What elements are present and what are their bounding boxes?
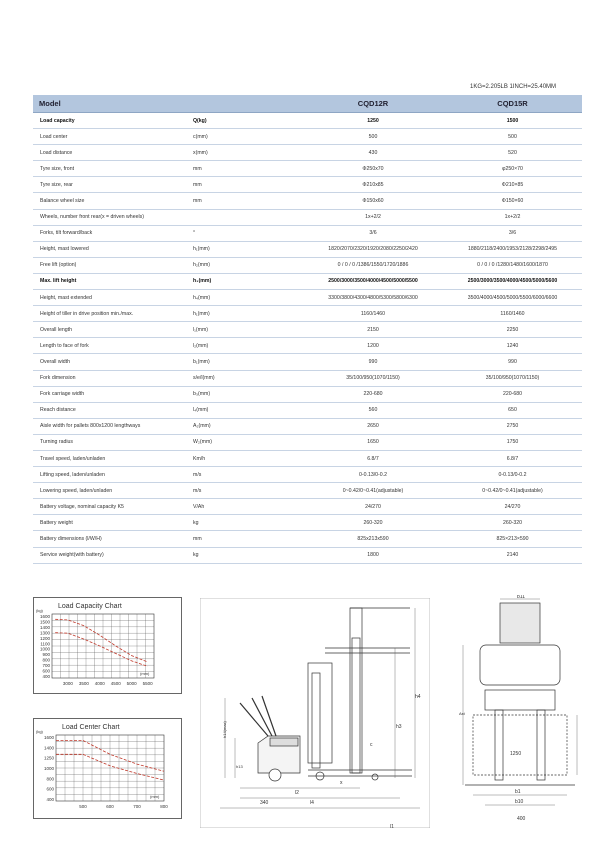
table-row	[33, 273, 582, 289]
row-unit: m/s	[193, 483, 303, 499]
row-value-cqd15r: 1500	[443, 113, 582, 129]
row-value-cqd12r: 990	[303, 354, 443, 370]
row-value-cqd12r: 560	[303, 402, 443, 418]
y-axis-unit: (kg)	[36, 729, 43, 734]
row-value-cqd12r: 1820/2070/2320/1920/2080/2250/2420	[303, 241, 443, 257]
table-row	[33, 531, 582, 547]
row-value-cqd12r: 3/6	[303, 225, 443, 241]
y-tick-label: 900	[42, 652, 50, 658]
row-label: Battery weight	[33, 515, 193, 531]
table-row	[33, 354, 582, 370]
top-label-ast: Ast	[459, 711, 465, 716]
y-tick-label: 700	[42, 663, 50, 669]
row-value-cqd12r: 35/100/950(1070/1150)	[303, 370, 443, 386]
table-row	[33, 515, 582, 531]
row-label: Height, mast lowered	[33, 241, 193, 257]
x-tick-label: 800	[160, 804, 168, 809]
table-row	[33, 257, 582, 273]
row-label: Length to face of fork	[33, 338, 193, 354]
y-tick-label: 400	[46, 797, 54, 802]
x-tick-label: 5000	[126, 681, 137, 686]
row-label: Lowering speed, laden/unladen	[33, 483, 193, 499]
x-tick-label: 600	[106, 804, 114, 809]
row-value-cqd12r: 220-680	[303, 386, 443, 402]
y-tick-label: 1600	[39, 614, 50, 619]
side-label-l2: l2	[295, 790, 299, 796]
table-row	[33, 483, 582, 499]
header-unit	[193, 95, 303, 113]
table-row	[33, 193, 582, 209]
row-unit: h₃(mm)	[193, 273, 303, 289]
row-label: Load center	[33, 129, 193, 145]
table-row	[33, 177, 582, 193]
row-unit: kg	[193, 515, 303, 531]
row-label: Fork carriage width	[33, 386, 193, 402]
row-label: Reach distance	[33, 402, 193, 418]
row-unit: b₃(mm)	[193, 386, 303, 402]
row-unit: l₂(mm)	[193, 338, 303, 354]
row-label: Max. lift height	[33, 273, 193, 289]
row-unit: x(mm)	[193, 145, 303, 161]
row-value-cqd12r: 825x213x590	[303, 531, 443, 547]
row-label: Battery dimensions (l/W/H)	[33, 531, 193, 547]
row-value-cqd12r: 1160/1460	[303, 306, 443, 322]
side-view-drawing	[200, 598, 430, 828]
row-unit: h₂(mm)	[193, 257, 303, 273]
row-value-cqd15r: 2750	[443, 418, 582, 434]
table-row	[33, 161, 582, 177]
row-unit: m/s	[193, 467, 303, 483]
y-tick-label: 600	[46, 786, 54, 792]
row-value-cqd15r: 520	[443, 145, 582, 161]
specification-table	[33, 95, 582, 564]
row-unit: l₄(mm)	[193, 402, 303, 418]
row-unit: °	[193, 225, 303, 241]
top-label-400: 400	[517, 816, 526, 822]
row-value-cqd12r: 2650	[303, 418, 443, 434]
row-value-cqd15r: 825×213×590	[443, 531, 582, 547]
side-label-l4: l4	[310, 800, 314, 806]
row-unit: l₁(mm)	[193, 322, 303, 338]
row-label: Free lift (option)	[33, 257, 193, 273]
table-header-row	[33, 95, 582, 113]
row-label: Forks, tilt forward/back	[33, 225, 193, 241]
row-label: Height, mast extended	[33, 290, 193, 306]
side-label-h4: h4	[415, 694, 421, 700]
row-label: Battery voltage, nominal capacity K5	[33, 499, 193, 515]
row-value-cqd15r: 24/270	[443, 499, 582, 515]
row-unit	[193, 209, 303, 225]
row-value-cqd15r: 6.8/7	[443, 450, 582, 466]
row-value-cqd15r: 0~0.42/0~0.41(adjustable)	[443, 483, 582, 499]
row-label: Lifting speed, laden/unladen	[33, 467, 193, 483]
row-value-cqd15r: Φ210×85	[443, 177, 582, 193]
x-tick-label: 4000	[94, 681, 105, 686]
side-label-x: x	[340, 780, 343, 786]
header-cqd12r: CQD12R	[303, 95, 443, 113]
row-unit: mm	[193, 531, 303, 547]
row-value-cqd15r: Φ150×60	[443, 193, 582, 209]
table-row	[33, 467, 582, 483]
top-label-b10: b10	[515, 799, 524, 805]
row-unit: c(mm)	[193, 129, 303, 145]
row-unit: Q(kg)	[193, 113, 303, 129]
row-value-cqd15r: 1240	[443, 338, 582, 354]
row-value-cqd15r: 35/100/950(1070/1150)	[443, 370, 582, 386]
row-value-cqd15r: 3/6	[443, 225, 582, 241]
row-unit: Km/h	[193, 450, 303, 466]
y-tick-label: 1400	[39, 624, 50, 630]
side-view-frame	[200, 598, 430, 828]
side-label-h13: h13	[236, 764, 243, 769]
x-axis-unit: (mm)	[150, 794, 160, 799]
row-value-cqd15r: 2500/3000/3500/4000/4500/5000/5600	[443, 273, 582, 289]
row-label: Tyre size, rear	[33, 177, 193, 193]
row-value-cqd15r: 990	[443, 354, 582, 370]
row-value-cqd15r: 1880/2118/2400/1953/2128/2298/2495	[443, 241, 582, 257]
x-tick-label: 3500	[78, 681, 89, 686]
row-value-cqd12r: 1650	[303, 434, 443, 450]
y-tick-label: 1000	[39, 646, 50, 652]
row-unit: kg	[193, 547, 303, 563]
y-tick-label: 1300	[39, 630, 50, 636]
row-value-cqd15r: φ250×70	[443, 161, 582, 177]
table-row	[33, 290, 582, 306]
table-row	[33, 418, 582, 434]
row-value-cqd15r: 2250	[443, 322, 582, 338]
x-tick-label: 3000	[62, 681, 73, 686]
row-value-cqd12r: Φ210x85	[303, 177, 443, 193]
row-value-cqd15r: 650	[443, 402, 582, 418]
row-label: Tyre size, front	[33, 161, 193, 177]
row-value-cqd15r: 2140	[443, 547, 582, 563]
y-tick-label: 800	[42, 657, 50, 663]
table-row	[33, 225, 582, 241]
row-value-cqd12r: 0~0.42/0~0.41(adjustable)	[303, 483, 443, 499]
row-unit: h₁(mm)	[193, 306, 303, 322]
row-unit: h₁(mm)	[193, 241, 303, 257]
row-value-cqd12r: 1x+2/2	[303, 209, 443, 225]
x-tick-label: 4500	[110, 681, 121, 686]
load-center-chart	[33, 718, 182, 819]
y-tick-label: 1600	[43, 735, 54, 740]
row-unit: s/e/l(mm)	[193, 370, 303, 386]
row-unit: V/Ah	[193, 499, 303, 515]
row-unit: mm	[193, 177, 303, 193]
side-label-h14: h14(max)	[222, 721, 227, 738]
table-row	[33, 129, 582, 145]
table-row	[33, 450, 582, 466]
x-tick-label: 5500	[142, 681, 153, 686]
row-label: Travel speed, laden/unladen	[33, 450, 193, 466]
y-tick-label: 1250	[43, 755, 54, 761]
table-row	[33, 370, 582, 386]
row-value-cqd15r: 3500/4000/4500/5000/5500/6000/6600	[443, 290, 582, 306]
row-label: Overall length	[33, 322, 193, 338]
row-label: Load capacity	[33, 113, 193, 129]
table-row	[33, 402, 582, 418]
header-cqd15r: CQD15R	[443, 95, 582, 113]
row-label: Load distance	[33, 145, 193, 161]
row-unit: mm	[193, 193, 303, 209]
row-label: Overall width	[33, 354, 193, 370]
row-value-cqd12r: 1800	[303, 547, 443, 563]
row-value-cqd12r: 2150	[303, 322, 443, 338]
row-unit: h₄(mm)	[193, 290, 303, 306]
row-value-cqd12r: 2500/3000/3500/4000/4500/5000/5500	[303, 273, 443, 289]
top-label-b1: b1	[515, 789, 521, 795]
x-tick-label: 700	[133, 804, 141, 809]
top-label-1250: 1250	[510, 751, 522, 757]
side-label-m: 340	[260, 800, 269, 806]
row-value-cqd15r: 1x+2/2	[443, 209, 582, 225]
table-row	[33, 386, 582, 402]
top-label-b11: b11	[517, 595, 525, 600]
y-tick-label: 1100	[40, 641, 50, 647]
row-value-cqd12r: 1200	[303, 338, 443, 354]
chart-title: Load Capacity Chart	[58, 603, 122, 610]
table-row	[33, 434, 582, 450]
y-tick-label: 1400	[43, 745, 54, 751]
row-unit: b₁(mm)	[193, 354, 303, 370]
row-value-cqd12r: 260-320	[303, 515, 443, 531]
top-view-drawing	[455, 595, 585, 825]
row-unit: W₂(mm)	[193, 434, 303, 450]
side-label-h3: h3	[396, 724, 402, 730]
side-label-l1: l1	[390, 824, 394, 828]
row-value-cqd15r: 0-0.13/0-0.2	[443, 467, 582, 483]
row-label: Height of tiller in drive position min./max.	[33, 306, 193, 322]
row-value-cqd12r: 0 / 0 / 0 /1386/1550/1720/1886	[303, 257, 443, 273]
table-row	[33, 338, 582, 354]
y-tick-label: 400	[42, 674, 50, 679]
x-tick-label: 500	[79, 804, 87, 809]
row-value-cqd12r: 6.8/7	[303, 450, 443, 466]
row-value-cqd15r: 260-320	[443, 515, 582, 531]
row-value-cqd12r: 0-0.13/0-0.2	[303, 467, 443, 483]
row-value-cqd12r: 500	[303, 129, 443, 145]
row-label: Service weight(with battery)	[33, 547, 193, 563]
row-value-cqd15r: 0 / 0 / 0 /1280/1480/1600/1870	[443, 257, 582, 273]
top-view-outline	[465, 603, 575, 785]
row-value-cqd12r: Φ250x70	[303, 161, 443, 177]
y-tick-label: 600	[42, 668, 50, 674]
load-capacity-chart	[33, 597, 182, 694]
load-capacity-chart-svg	[34, 598, 181, 693]
unit-conversion-note: 1KG=2.205LB 1INCH=25.40MM	[470, 84, 557, 90]
row-value-cqd15r: 1750	[443, 434, 582, 450]
y-tick-label: 1500	[39, 619, 50, 625]
table-row	[33, 547, 582, 563]
y-axis-unit: (kg)	[36, 608, 43, 613]
row-value-cqd15r: 220-680	[443, 386, 582, 402]
row-value-cqd12r: Φ150x60	[303, 193, 443, 209]
header-model: Model	[33, 95, 193, 113]
row-label: Turning radius	[33, 434, 193, 450]
table-row	[33, 241, 582, 257]
table-row	[33, 113, 582, 129]
row-unit: mm	[193, 161, 303, 177]
row-value-cqd12r: 3300/3800/4300/4800/5300/5800/6300	[303, 290, 443, 306]
row-label: Aisle width for pallets 800x1200 lengthways	[33, 418, 193, 434]
load-center-chart-svg	[34, 719, 181, 818]
row-label: Wheels, number front rear(x = driven wheels)	[33, 209, 193, 225]
row-value-cqd12r: 430	[303, 145, 443, 161]
table-row	[33, 145, 582, 161]
side-label-c: c	[370, 742, 373, 748]
row-label: Fork dimension	[33, 370, 193, 386]
table-row	[33, 322, 582, 338]
row-label: Balance wheel size	[33, 193, 193, 209]
row-value-cqd15r: 1160/1460	[443, 306, 582, 322]
y-tick-label: 800	[46, 776, 54, 782]
table-row	[33, 306, 582, 322]
row-unit: A₂(mm)	[193, 418, 303, 434]
y-tick-label: 1000	[43, 766, 54, 771]
row-value-cqd12r: 24/270	[303, 499, 443, 515]
table-row	[33, 209, 582, 225]
chart-title: Load Center Chart	[62, 724, 120, 731]
row-value-cqd12r: 1250	[303, 113, 443, 129]
row-value-cqd15r: 500	[443, 129, 582, 145]
table-row	[33, 499, 582, 515]
y-tick-label: 1200	[39, 635, 50, 641]
x-axis-unit: (mm)	[140, 671, 150, 676]
